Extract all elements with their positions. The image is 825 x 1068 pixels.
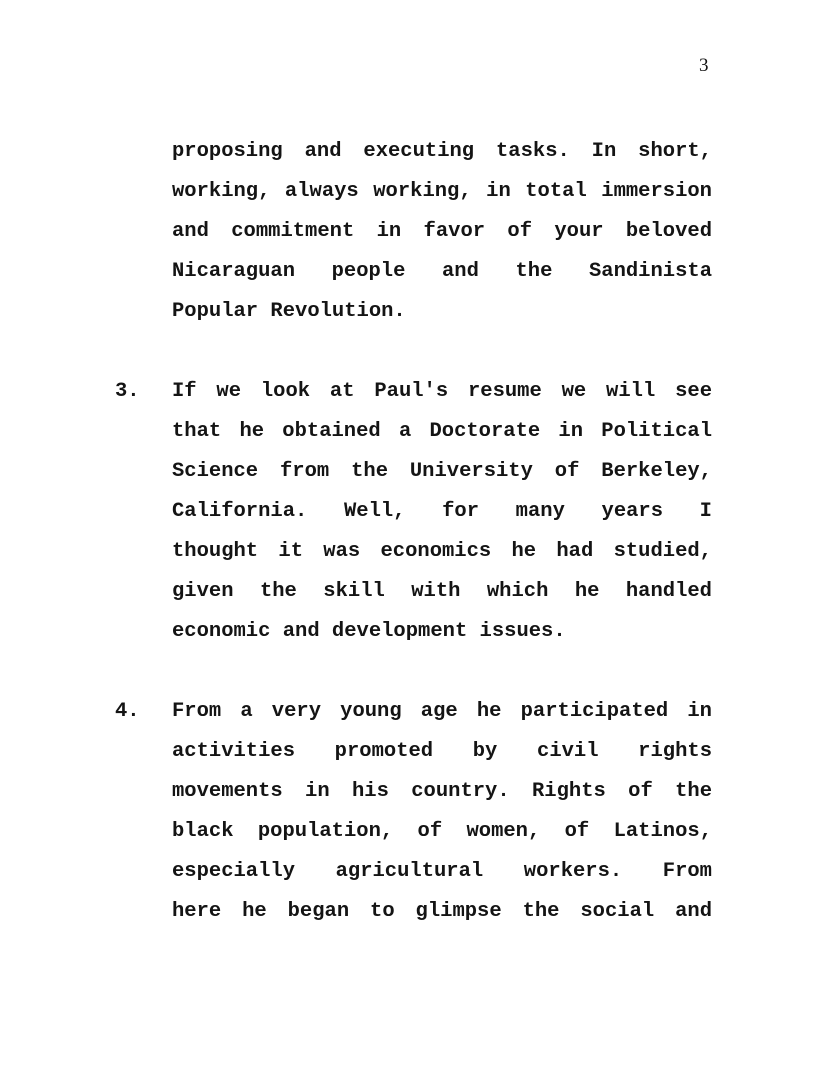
text-line: Nicaraguan people and the Sandinista: [172, 260, 712, 283]
text-line: activities promoted by civil rights: [172, 740, 712, 763]
text-line: given the skill with which he handled: [172, 580, 712, 603]
text-line: here he began to glimpse the social and: [172, 900, 712, 923]
text-line: especially agricultural workers. From: [172, 860, 712, 883]
page-number: 3: [699, 55, 709, 76]
text-line: movements in his country. Rights of the: [172, 780, 712, 803]
text-line: and commitment in favor of your beloved: [172, 220, 712, 243]
text-line: that he obtained a Doctorate in Political: [172, 420, 712, 443]
paragraph-4: [115, 692, 712, 932]
text-line: From a very young age he participated in: [172, 700, 712, 723]
text-line: Popular Revolution.: [172, 300, 406, 323]
paragraph-marker: 4.: [115, 700, 140, 723]
text-line: working, always working, in total immersion: [172, 180, 712, 203]
text-line: thought it was economics he had studied,: [172, 540, 712, 563]
text-line: If we look at Paul's resume we will see: [172, 380, 712, 403]
paragraph-3: [115, 372, 712, 652]
text-line: California. Well, for many years I: [172, 500, 712, 523]
text-line: Science from the University of Berkeley,: [172, 460, 712, 483]
paragraph-marker: 3.: [115, 380, 140, 403]
text-line: black population, of women, of Latinos,: [172, 820, 712, 843]
document-body: [115, 132, 712, 932]
text-line: economic and development issues.: [172, 620, 566, 643]
text-line: proposing and executing tasks. In short,: [172, 140, 712, 163]
paragraph-continuation: [172, 132, 712, 332]
